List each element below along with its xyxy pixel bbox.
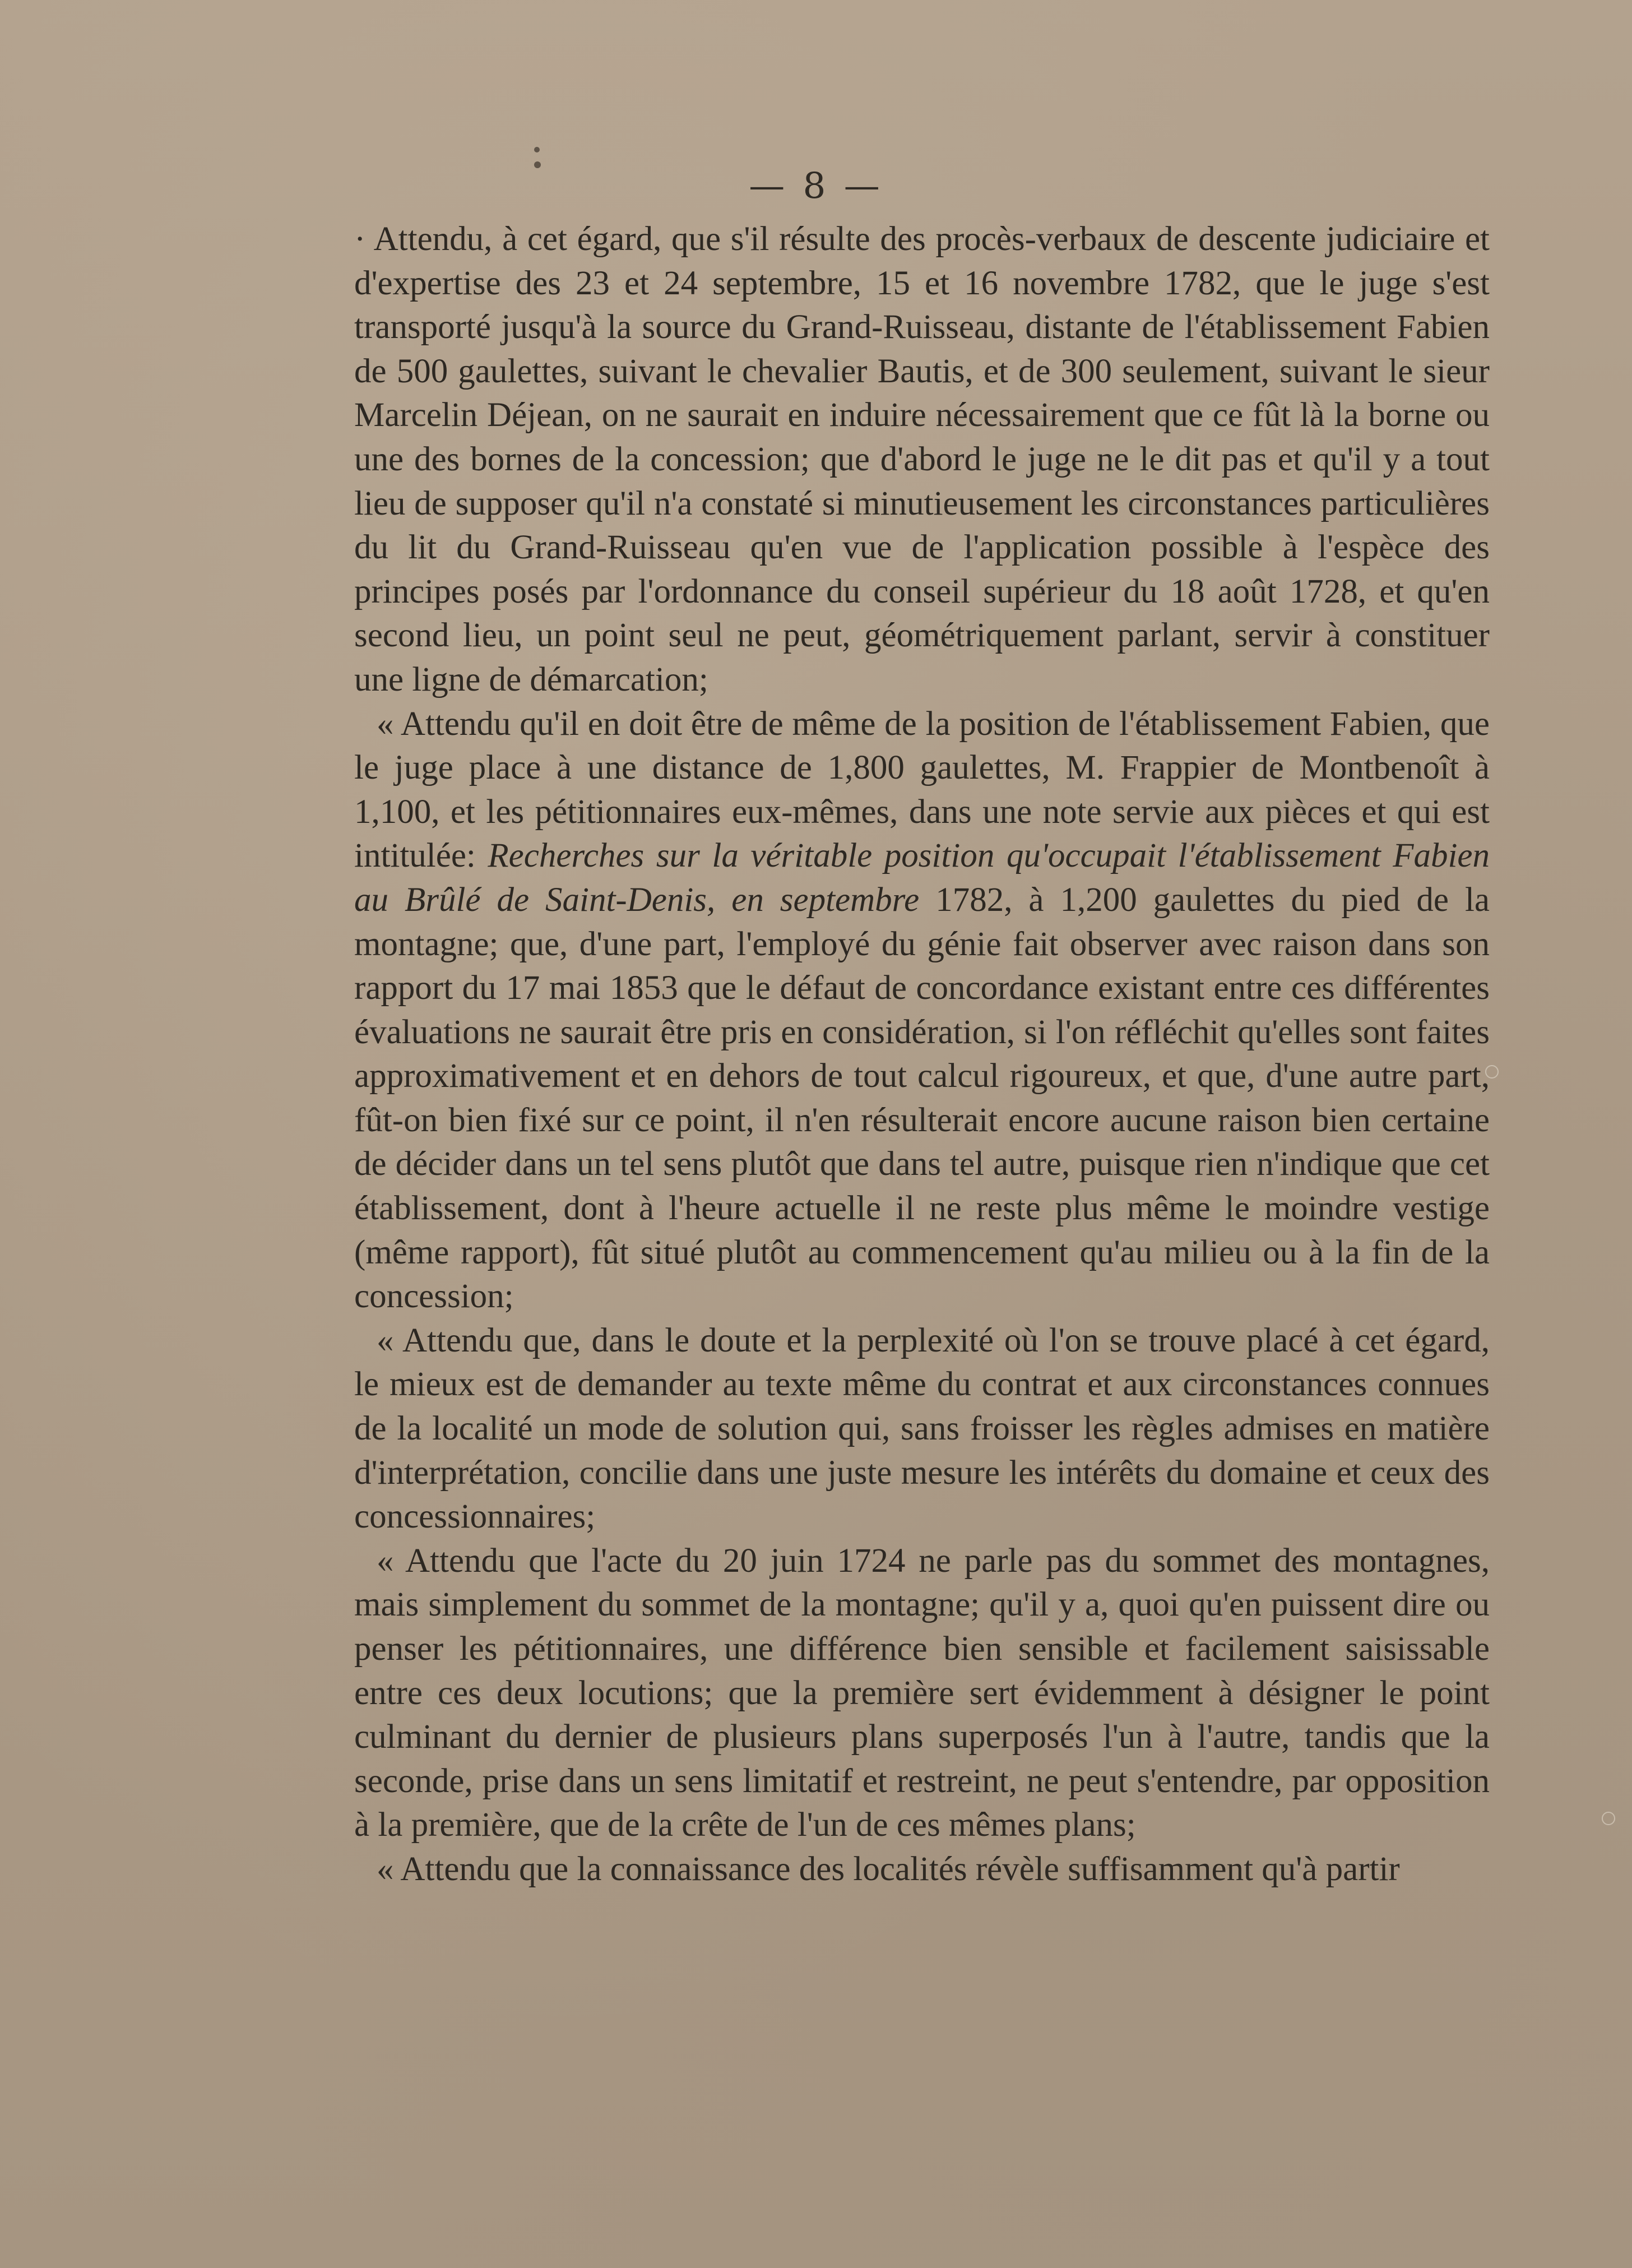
page-number: — 8 —	[749, 165, 883, 207]
italic-title: Recherches sur la véritable position qu'occupait l'établissement Fabien au Brûlé de Saint-Denis, en septembre	[354, 837, 1490, 919]
body-text	[354, 217, 1490, 1892]
paper-speck	[1602, 1812, 1615, 1825]
paragraph: « Attendu que la connaissance des localités révèle suffisamment qu'à partir	[377, 1850, 1400, 1888]
paragraph: « Attendu que l'acte du 20 juin 1724 ne parle pas du sommet des montagnes, mais simplement du sommet de la montagne; qu'il y a, quoi qu'en puissent dire ou penser les pétitionnaires, une différence bien sensible et facilement saisissable entre ces deux locutions; que la première sert évidemment à désigner le point culminant du dernier de plusieurs plans superposés l'un à l'autre, tandis que la seconde, prise dans un sens limitatif et restreint, ne peut s'entendre, par opposition à la première, que de la crête de l'un de ces mêmes plans;	[354, 1542, 1490, 1844]
paragraph-text: « Attendu qu'il en doit être de même de la position de l'établissement Fabien, que le juge place à une distance de 1,800 gaulettes, M. Frappier de Montbenoît à 1,100, et les pétitionnaires eux-mêmes, dans une note servie aux pièces et qui est intitulée:	[354, 705, 1490, 875]
paragraph: · Attendu, à cet égard, que s'il résulte des procès-verbaux de descente judiciaire et d'expertise des 23 et 24 septembre, 15 et 16 novembre 1782, que le juge s'est transporté jusqu'à la source du Grand-Ruisseau, distante de l'établissement Fabien de 500 gaulettes, suivant le chevalier Bautis, et de 300 seulement, suivant le sieur Marcelin Déjean, on ne saurait en induire nécessairement que ce fût là la borne ou une des bornes de la concession; que d'abord le juge ne le dit pas et qu'il y a tout lieu de supposer qu'il n'a constaté si minutieusement les circonstances particulières du lit du Grand-Ruisseau qu'en vue de l'application possible à l'espèce des principes posés par l'ordonnance du conseil supérieur du 18 août 1728, et qu'en second lieu, un point seul ne peut, géométriquement parlant, servir à constituer une ligne de démarcation;	[354, 220, 1490, 698]
paragraph	[354, 702, 1490, 1319]
ink-mark	[534, 147, 540, 152]
paragraph-text: 1782, à 1,200 gaulettes du pied de la montagne; que, d'une part, l'employé du génie fait observer avec raison dans son rapport du 17 mai 1853 que le défaut de concordance existant entre ces différentes évaluations ne saurait être pris en considération, si l'on réfléchit qu'elles sont faites approximativement et en dehors de tout calcul rigoureux, et que, d'une autre part, fût-on bien fixé sur ce point, il n'en résulterait encore aucune raison bien certaine de décider dans un tel sens plutôt que dans tel autre, puisque rien n'indique que cet établissement, dont à l'heure actuelle il ne reste plus même le moindre vestige (même rapport), fût situé plutôt au commencement qu'au milieu ou à la fin de la concession;	[354, 881, 1490, 1316]
paragraph: « Attendu que, dans le doute et la perplexité où l'on se trouve placé à cet égard, le mieux est de demander au texte même du contrat et aux circonstances connues de la localité un mode de solution qui, sans froisser les règles admises en matière d'interprétation, concilie dans une juste mesure les intérêts du domaine et ceux des concessionnaires;	[354, 1321, 1490, 1536]
